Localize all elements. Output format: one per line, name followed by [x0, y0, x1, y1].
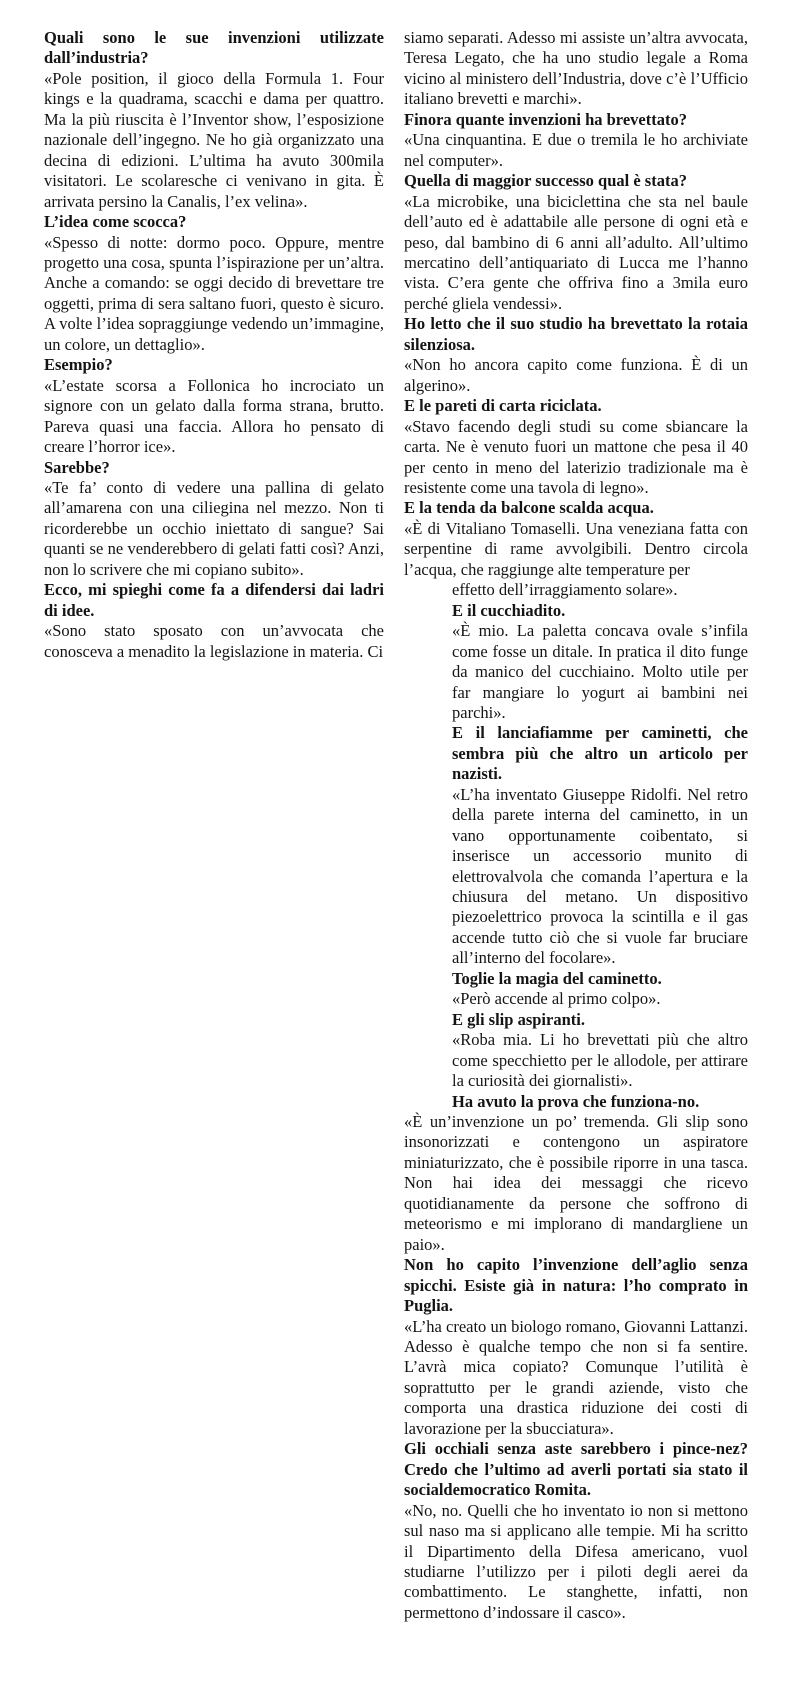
article-column-right — [404, 28, 748, 1623]
interview-answer: «Spesso di notte: dormo poco. Oppure, mentre progetto una cosa, spunta l’ispirazione per un’altra. Anche a comando: se oggi decido di brevettare tre oggetti, prima di sera saltano fuori, questo è sicuro. A volte l’idea sopraggiunge vedendo un’immagine, un colore, un dettaglio». — [44, 232, 384, 354]
interview-answer: «L’ha creato un biologo romano, Giovanni Lattanzi. Adesso è qualche tempo che non si fa sentire. L’avrà mica copiato? Comunque l’utilità è soprattutto per le grandi aziende, visto che comporta una drastica riduzione dei costi di lavorazione per la sbucciatura». — [404, 1316, 748, 1438]
interview-answer: «Però accende al primo colpo». — [452, 989, 661, 1009]
interview-question: Ecco, mi spieghi come fa a difendersi dai ladri di idee. — [44, 580, 384, 620]
interview-question: E la tenda da balcone scalda acqua. — [404, 498, 654, 518]
article-column-left — [44, 28, 384, 662]
interview-answer: effetto dell’irraggiamento solare». — [452, 580, 678, 600]
interview-answer: «È di Vitaliano Tomaselli. Una veneziana fatta con serpentine di rame avvolgibili. Dentro circola l’acqua, che raggiunge alte temperature per — [404, 518, 748, 579]
interview-question: E il cucchiadito. — [452, 600, 566, 620]
interview-answer: «Pole position, il gioco della Formula 1. Four kings e la quadramа, scacchi e dama per quattro. Ma la più riuscita è l’Inventor show, l’esposizione nazionale dell’ingegno. Ne ho già organizzato una decina di edizioni. L’ultima ha avuto 300mila visitatori. Le scolaresche ci venivano in gita. È arrivata persino la Canalis, l’ex velina». — [44, 68, 384, 211]
interview-question: Gli occhiali senza aste sarebbero i pince-nez? Credo che l’ultimo ad averli portati sia stato il socialdemocratico Romita. — [404, 1439, 748, 1500]
interview-question: E le pareti di carta riciclata. — [404, 396, 602, 416]
interview-answer: «Sono stato sposato con un’avvocata che conosceva a menadito la legislazione in materia. Ci — [44, 621, 384, 661]
interview-answer: «Stavo facendo degli studi su come sbiancare la carta. Ne è venuto fuori un mattone che pesa il 40 per cento in meno del laterizio tradizionale ma è resistente come una tavola di legno». — [404, 416, 748, 497]
interview-question: Finora quante invenzioni ha brevettato? — [404, 109, 687, 129]
interview-answer: «Una cinquantina. E due o tremila le ho archiviate nel computer». — [404, 130, 748, 170]
interview-answer: «L’ha inventato Giuseppe Ridolfi. Nel retro della parete interna del caminetto, in un vano opportunamente coibentato, si inserisce un accessorio munito di elettrovalvola che comanda l’apertura e la chiusura del metano. Un dispositivo piezoelettrico provoca la scintilla e il gas accende tutto ciò che si vuole far bruciare all’interno del focolare». — [452, 784, 748, 968]
interview-answer: «Te fa’ conto di vedere una pallina di gelato all’amarena con una ciliegina nel mezzo. Non ti ricorderebbe un occhio iniettato di sangue? Sai quanti se ne venderebbero di gelati fatti così? Anzi, non lo scrivere che mi copiano subito». — [44, 477, 384, 579]
interview-question: Ha avuto la prova che funziona-no. — [452, 1091, 700, 1111]
interview-answer: siamo separati. Adesso mi assiste un’altra avvocata, Teresa Legato, che ha uno studio legale a Roma vicino al ministero dell’Industria, dove c’è l’Ufficio italiano brevetti e marchi». — [404, 28, 748, 109]
interview-question: Esempio? — [44, 355, 113, 375]
interview-question: Toglie la magia del caminetto. — [452, 968, 662, 988]
interview-question: Quali sono le sue invenzioni utilizzate dall’industria? — [44, 28, 384, 68]
interview-answer: «Non ho ancora capito come funziona. È di un algerino». — [404, 355, 748, 395]
interview-answer: «È un’invenzione un po’ tremenda. Gli slip sono insonorizzati e contengono un aspiratore miniaturizzato, che è possibile riporre in una tasca. Non hai idea dei messaggi che ricevo quotidianamente da persone che soffrono di meteorismo e mi implorano di mandargliene un paio». — [404, 1112, 748, 1254]
interview-answer: «Roba mia. Li ho brevettati più che altro come specchietto per le allodole, per attirare la curiosità dei giornalisti». — [452, 1030, 748, 1091]
interview-question: Quella di maggior successo qual è stata? — [404, 171, 687, 191]
interview-answer: «L’estate scorsa a Follonica ho incrociato un signore con un gelato dalla forma strana, brutto. Pareva quasi una faccia. Allora ho pensato di creare l’horror ice». — [44, 375, 384, 457]
interview-question: E gli slip aspiranti. — [452, 1009, 585, 1029]
interview-question: L’idea come scocca? — [44, 212, 187, 232]
interview-answer: «No, no. Quelli che ho inventato io non si mettono sul naso ma si applicano alle tempie. Mi ha scritto il Dipartimento della Difesa americano, vuol studiarne l’utilizzo per i piloti degli aerei da combattimento. Le stanghette, infatti, non permettono d’indossare il casco». — [404, 1500, 748, 1622]
interview-question: E il lanciafiamme per caminetti, che sembra più che altro un articolo per nazisti. — [452, 723, 748, 784]
interview-question: Ho letto che il suo studio ha brevettato la rotaia silenziosa. — [404, 314, 748, 354]
interview-answer: «È mio. La paletta concava ovale s’infila come fosse un ditale. In pratica il dito funge da manico del cucchiaino. Molto utile per far mangiare lo yogurt ai bambini nei parchi». — [452, 621, 748, 722]
interview-question: Non ho capito l’invenzione dell’aglio senza spicchi. Esiste già in natura: l’ho comprato in Puglia. — [404, 1255, 748, 1316]
interview-question: Sarebbe? — [44, 457, 110, 477]
interview-answer: «La microbike, una biciclettina che sta nel baule dell’auto ed è adattabile alle persone di ogni età e peso, dal bambino di 6 anni all’adulto. All’ultimo mercatino dell’antiquariato di Lucca me l’hanno vista. C’era gente che offriva fino a 3mila euro perché gliela vendessi». — [404, 191, 748, 313]
